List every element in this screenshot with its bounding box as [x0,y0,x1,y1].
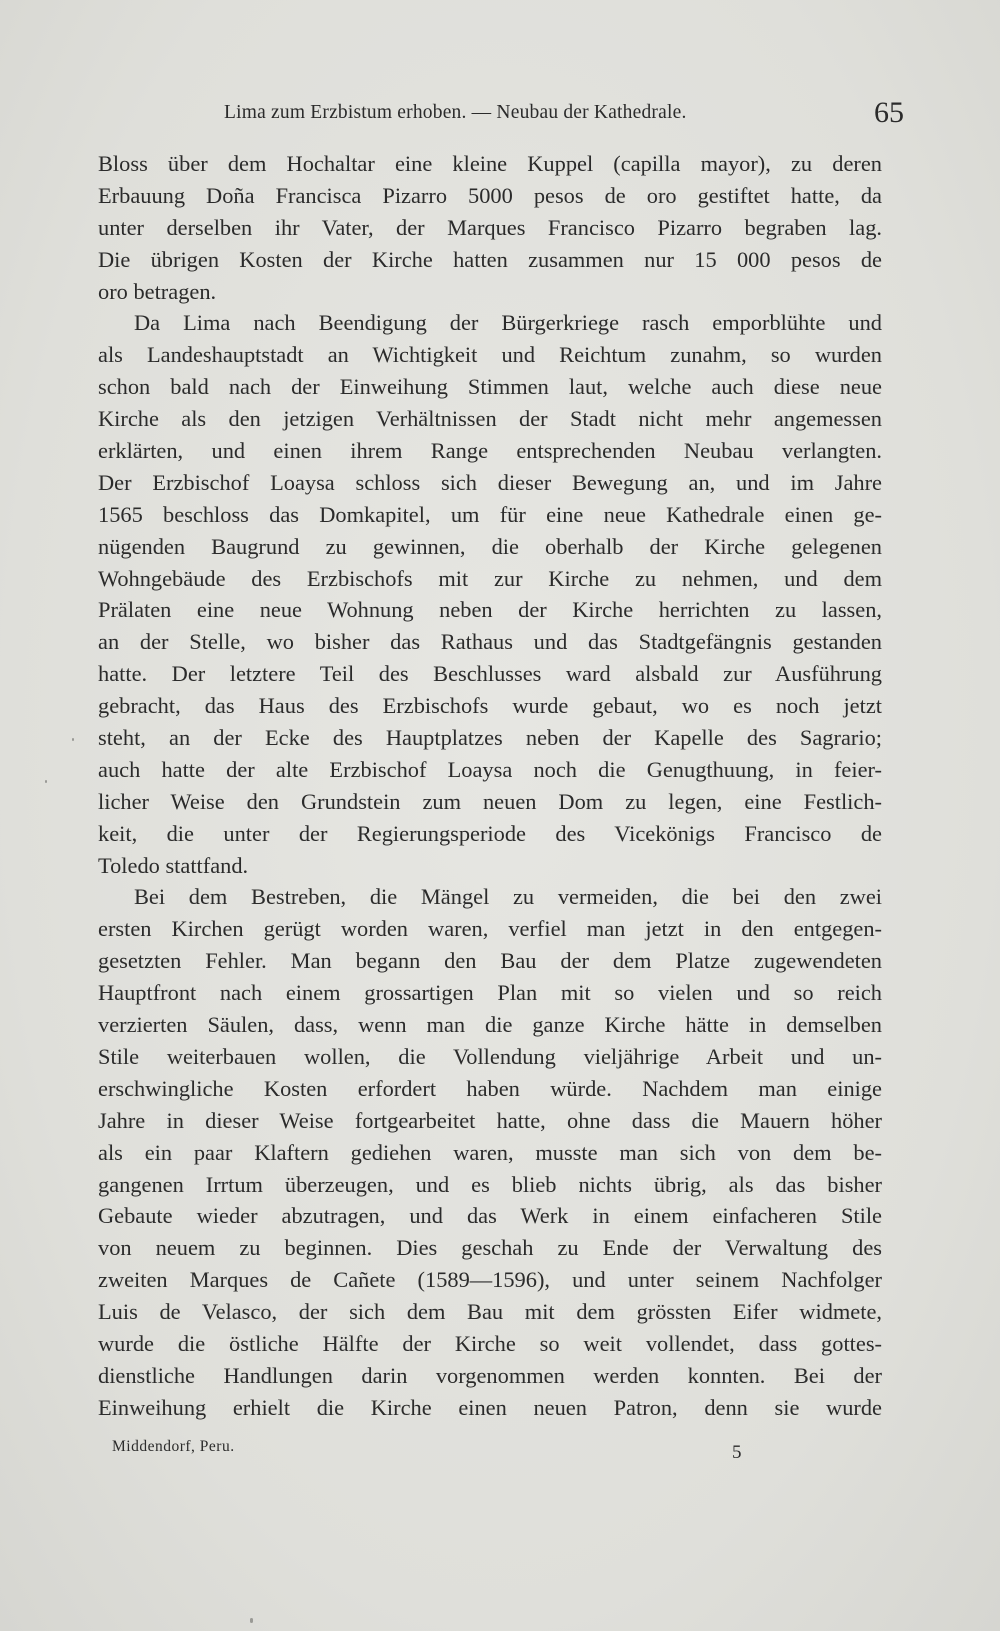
text-line: gesetzten Fehler. Man begann den Bau der dem Platze zugewendeten [98,948,882,974]
text-line: Toledo stattfand. [98,852,249,878]
text-line: oro betragen. [98,278,217,304]
text-line: auch hatte der alte Erzbischof Loaysa noch die Genugthuung, in feier- [98,756,882,782]
text-line: gebracht, das Haus des Erzbischofs wurde gebaut, wo es noch jetzt [98,693,882,719]
footer-credit: Middendorf, Peru. [112,1438,235,1455]
text-line: Erbauung Doña Francisca Pizarro 5000 pesos de oro gestiftet hatte, da [98,182,882,208]
text-line: erklärten, und einen ihrem Range entsprechenden Neubau verlangten. [98,438,882,464]
text-line: keit, die unter der Regierungsperiode des Vicekönigs Francisco de [98,820,882,846]
text-line: verzierten Säulen, dass, wenn man die ganze Kirche hätte in demselben [98,1012,882,1038]
text-line: zweiten Marques de Cañete (1589—1596), und unter seinem Nachfolger [98,1267,882,1293]
page-number: 65 [874,96,904,129]
text-line: Hauptfront nach einem grossartigen Plan mit so vielen und so reich [98,980,882,1006]
running-head: Lima zum Erzbistum erhoben. — Neubau der Kathedrale. [224,102,687,123]
body-text [98,148,882,1424]
text-line: Luis de Velasco, der sich dem Bau mit dem grössten Eifer widmete, [98,1299,882,1325]
paper-speck [72,738,74,741]
text-line: Bloss über dem Hochaltar eine kleine Kuppel (capilla mayor), zu deren [98,151,882,176]
page-header [224,98,904,138]
text-line: Die übrigen Kosten der Kirche hatten zusammen nur 15 000 pesos de [98,246,882,272]
text-line: Wohngebäude des Erzbischofs mit zur Kirche zu nehmen, und dem [98,565,882,591]
text-line: Jahre in dieser Weise fortgearbeitet hatte, ohne dass die Mauern höher [98,1107,882,1133]
text-line: erschwingliche Kosten erfordert haben würde. Nachdem man einige [98,1075,882,1101]
text-line: licher Weise den Grundstein zum neuen Dom zu legen, eine Festlich- [98,788,882,814]
text-line: Kirche als den jetzigen Verhältnissen der Stadt nicht mehr angemessen [98,406,882,432]
text-line: nügenden Baugrund zu gewinnen, die oberhalb der Kirche gelegenen [98,533,882,559]
text-line: als Landeshauptstadt an Wichtigkeit und Reichtum zunahm, so wurden [98,342,882,368]
text-line: steht, an der Ecke des Hauptplatzes neben der Kapelle des Sagrario; [98,725,882,751]
text-line: Stile weiterbauen wollen, die Vollendung vieljährige Arbeit und un- [98,1043,882,1069]
paper-speck [250,1618,253,1623]
text-line: Prälaten eine neue Wohnung neben der Kirche herrichten zu lassen, [98,597,882,623]
text-line: von neuem zu beginnen. Dies geschah zu Ende der Verwaltung des [98,1235,882,1261]
text-line: Einweihung erhielt die Kirche einen neuen Patron, denn sie wurde [98,1394,882,1420]
text-line: als ein paar Klaftern gediehen waren, musste man sich von dem be- [98,1139,882,1165]
signature-mark: 5 [732,1442,742,1463]
text-line: ersten Kirchen gerügt worden waren, verfiel man jetzt in den entgegen- [98,916,882,942]
text-line: unter derselben ihr Vater, der Marques Francisco Pizarro begraben lag. [98,214,882,240]
text-line: Der Erzbischof Loaysa schloss sich dieser Bewegung an, und im Jahre [98,469,882,495]
text-line: hatte. Der letztere Teil des Beschlusses ward alsbald zur Ausführung [98,661,882,687]
text-line: Gebaute wieder abzutragen, und das Werk in einem einfacheren Stile [98,1203,882,1229]
paper-speck [45,780,47,783]
text-line: 1565 beschloss das Domkapitel, um für eine neue Kathedrale einen ge- [98,501,882,527]
text-line: an der Stelle, wo bisher das Rathaus und das Stadtgefängnis gestanden [98,629,882,655]
text-line: gangenen Irrtum überzeugen, und es blieb nichts übrig, als das bisher [98,1171,882,1197]
text-line: schon bald nach der Einweihung Stimmen laut, welche auch diese neue [98,374,882,400]
paragraph-start-line: Bei dem Bestreben, die Mängel zu vermeiden, die bei den zwei [134,884,882,910]
page-footer [112,1438,752,1478]
paragraph-start-line: Da Lima nach Beendigung der Bürgerkriege rasch emporblühte und [134,310,882,336]
text-line: dienstliche Handlungen darin vorgenommen werden konnten. Bei der [98,1362,882,1388]
text-line: wurde die östliche Hälfte der Kirche so weit vollendet, dass gottes- [98,1330,882,1356]
